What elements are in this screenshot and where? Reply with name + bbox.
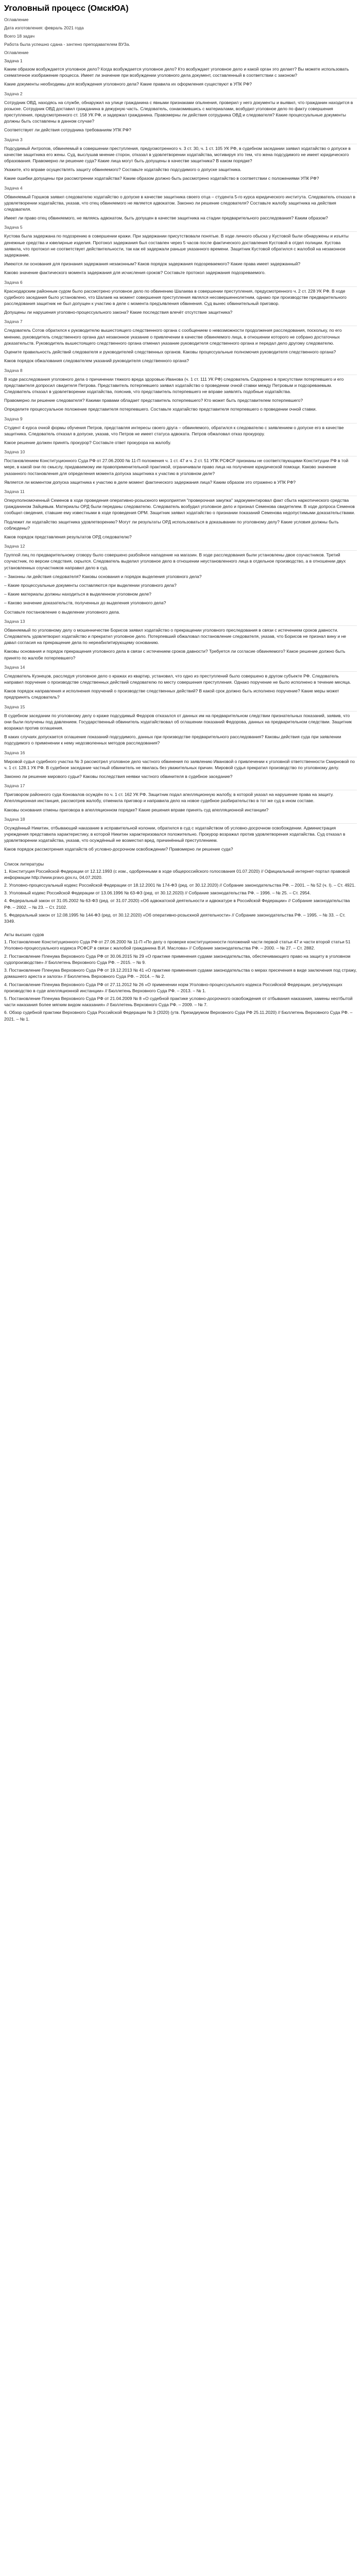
task-title: Задача 10	[4, 449, 357, 456]
task-block	[4, 416, 357, 446]
task-paragraph: Обвиняемый по уголовному делу о мошенничестве Борисов заявил ходатайство о прекращении уголовного преследования в связи с истечением сроков давности. Следователь удовлетворил ходатайство и прекратил уголовное дело. Потерпевший обжаловал постановление следователя, указав, что Борисов не признал вину и не давал согласия на прекращение дела по нереабилитирующему основанию.	[4, 627, 347, 646]
task-paragraph: Каким образом возбуждается уголовное дело? Когда возбуждается уголовное дело? Кто возбуждает уголовное дело и какой орган это делает? Вы можете использовать схематичное изображение процесса. Имеет ли значение при возбуждении уголовного дела документ, составленный в соответствии с законом?	[4, 66, 349, 78]
document-meta	[4, 16, 357, 64]
task-paragraph: Соответствует ли действия сотрудника требованиям УПК РФ?	[4, 127, 131, 133]
task-paragraph: Оцените правильность действий следователя и руководителей следственных органов. Каковы процессуальные полномочия руководителя следственного органа?	[4, 349, 336, 355]
acts-item: 1. Постановление Конституционного Суда РФ от 27.06.2000 № 11-П «По делу о проверке конституционности положений части первой статьи 47 и части второй статьи 51 Уголовно-процессуального кодекса РСФСР в связи с жалобой гражданина В.И. Маслова» // Собрание законодательства РФ. – 2000. – № 27. – Ст. 2882.	[4, 939, 351, 951]
task-block	[4, 618, 357, 661]
task-block	[4, 279, 357, 316]
literature-item: 4. Федеральный закон от 31.05.2002 № 63-ФЗ (ред. от 31.07.2020) «Об адвокатской деятельности и адвокатуре в Российской Федерации» // Собрание законодательства РФ. – 2002. – № 23. – Ст. 2102.	[4, 898, 350, 910]
acts-item: 3. Постановление Пленума Верховного Суда РФ от 19.12.2013 № 41 «О практике применения судами законодательства о мерах пресечения в виде заключения под стражу, домашнего ареста и залога» // Бюллетень Верховного Суда РФ. – 2014. – № 2.	[4, 968, 357, 979]
meta-line: Задача 1	[4, 58, 23, 63]
task-block	[4, 543, 357, 615]
acts-item: 6. Обзор судебной практики Верховного Суда Российской Федерации № 3 (2020) (утв. Президиумом Верховного Суда РФ 25.11.2020) // Бюллетень Верховного Суда РФ. – 2021. – № 1.	[4, 1010, 353, 1022]
acts-title: Акты высших судов	[4, 932, 44, 938]
task-paragraph: Является ли моментом допуска защитника к участию в деле момент фактического задержания лица? Каким образом это отражено в УПК РФ?	[4, 479, 296, 485]
task-paragraph: – Законны ли действия следователя? Каковы основания и порядок выделения уголовного дела?	[4, 573, 202, 579]
meta-line: Оглавление	[4, 17, 29, 22]
task-block	[4, 449, 357, 485]
task-paragraph: В ходе расследования уголовного дела о причинении тяжкого вреда здоровью Иванова (ч. 1 ст. 111 УК РФ) следователь Сидоренко в присутствии потерпевшего и его представителя допросил свидетеля Петрова. Представитель потерпевшего заявил ходатайство о проведении очной ставки между Петровым и подозреваемым. Следователь отказал в удовлетворении ходатайства, пояснив, что представитель потерпевшего не вправе заявлять подобные ходатайства.	[4, 376, 344, 394]
task-paragraph: Кустова была задержана по подозрению в совершении кражи. При задержании присутствовали понятые. В ходе личного обыска у Кустовой были обнаружены и изъяты денежные средства и ювелирные изделия. Протокол задержания был составлен через 5 часов после фактического доставления Кустовой в отдел полиции. Кустова заявила, что протокол не соответствует действительности, так как её задержали раньше указанного времени. Защитник Кустовой обратился с жалобой на незаконное задержание.	[4, 233, 349, 258]
task-paragraph: Имеет ли право отец обвиняемого, не являясь адвокатом, быть допущен в качестве защитника на стадии предварительного расследования? Каким образом?	[4, 215, 328, 221]
literature-item: 5. Федеральный закон от 12.08.1995 № 144-ФЗ (ред. от 30.12.2020) «Об оперативно-розыскной деятельности» // Собрание законодательства РФ. – 1995. – № 33. – Ст. 3349.	[4, 912, 346, 924]
task-title: Задача 4	[4, 185, 357, 193]
task-block	[4, 224, 357, 276]
task-paragraph: Определите процессуальное положение представителя потерпевшего. Составьте ходатайство представителя потерпевшего о проведении очной ставки.	[4, 406, 317, 412]
task-paragraph: Правомерно ли решение следователя? Какими правами обладает представитель потерпевшего? Кто может быть представителем потерпевшего?	[4, 398, 303, 403]
task-title: Задача 2	[4, 91, 357, 98]
task-paragraph: Осуждённый Никитин, отбывающий наказание в исправительной колонии, обратился в суд с ходатайством об условно-досрочном освобождении. Администрация учреждения представила характеристику, в которой Никитин характеризовался положительно. Прокурор возражал против удовлетворения ходатайства. Суд отказал в удовлетворении ходатайства, указав, что осуждённый не возместил вред, причинённый преступлением.	[4, 825, 346, 843]
page-title: Уголовный процесс (ОмскЮА)	[4, 4, 129, 13]
meta-line: Дата изготовления: февраль 2021 года	[4, 25, 84, 30]
task-block	[4, 66, 357, 88]
task-paragraph: Краснодарским районным судом было рассмотрено уголовное дело по обвинению Шалаева в совершении преступления, предусмотренного ч. 2 ст. 228 УК РФ. В ходе судебного заседания было установлено, что Шалаев на момент совершения преступления являлся несовершеннолетним, однако при производстве предварительного расследования защитник не был допущен к участию в деле с момента предъявления обвинения. Суд вынес обвинительный приговор.	[4, 288, 347, 307]
task-paragraph: Каков порядок обжалования следователем указаний руководителя следственного органа?	[4, 358, 189, 364]
task-paragraph: Допущены ли нарушения уголовно-процессуального закона? Какие последствия влечёт отсутствие защитника?	[4, 310, 233, 315]
literature-list	[4, 868, 357, 925]
acts-item: 2. Постановление Пленума Верховного Суда РФ от 30.06.2015 № 29 «О практике применения судами законодательства, обеспечивающего право на защиту в уголовном судопроизводстве» // Бюллетень Верховного Суда РФ. – 2015. – № 9.	[4, 953, 351, 965]
task-title: Задача 14	[4, 664, 357, 672]
task-block	[4, 137, 357, 182]
task-title: Задача 16	[4, 750, 357, 757]
task-paragraph: Каков порядок представления результатов ОРД следователю?	[4, 534, 132, 539]
task-paragraph: Обвиняемый Горшков заявил следователю ходатайство о допуске в качестве защитника своего отца – студента 5-го курса юридического института. Следователь отказал в удовлетворении ходатайства, указав, что отец обвиняемого не является адвокатом. Законно ли решение следователя? Составьте жалобу защитника на действия следователя.	[4, 194, 356, 212]
task-paragraph: Группой лиц по предварительному сговору было совершено разбойное нападение на магазин. В ходе расследования были установлены двое соучастников. Третий соучастник, по версии следствия, скрылся. Следователь выделил уголовное дело в отношении неустановленного лица в отдельное производство, а в отношении двух установленных соучастников направил дело в суд.	[4, 552, 346, 570]
task-block	[4, 488, 357, 540]
task-paragraph: Каковы основания и порядок прекращения уголовного дела в связи с истечением сроков давности? Требуется ли согласие обвиняемого? Какое решение должно быть принято по жалобе потерпевшего?	[4, 649, 346, 660]
task-block	[4, 704, 357, 747]
task-title: Задача 7	[4, 318, 357, 326]
task-title: Задача 3	[4, 137, 357, 144]
task-paragraph: Следователь Сотов обратился к руководителю вышестоящего следственного органа с сообщением о невозможности продолжения расследования, поскольку, по его мнению, руководитель следственного органа дал незаконное указание о привлечении в качестве обвиняемого лица, в отношении которого не собрано достаточных доказательств. Руководитель вышестоящего следственного органа отменил указание руководителя следственного органа и передал дело другому следователю.	[4, 328, 342, 346]
task-block	[4, 318, 357, 364]
task-paragraph: Мировой судья судебного участка № 3 рассмотрел уголовное дело частного обвинения по заявлению Ивановой о привлечении к уголовной ответственности Смирновой по ч. 1 ст. 128.1 УК РФ. В судебное заседание частный обвинитель не явилась без уважительных причин. Мировой судья прекратил производство по уголовному делу.	[4, 758, 355, 770]
task-paragraph: Какие ошибки допущены при рассмотрении ходатайства? Каким образом должно быть рассмотрено ходатайство в соответствии с положениями УПК РФ?	[4, 176, 319, 181]
task-title: Задача 18	[4, 816, 357, 824]
task-block	[4, 750, 357, 780]
task-block	[4, 91, 357, 133]
acts-list	[4, 939, 357, 1022]
literature-title: Список литературы	[4, 861, 44, 867]
task-paragraph: Студент 4 курса очной формы обучения Петров, представляя интересы своего друга – обвиняемого, обратился к следователю с заявлением о допуске его в качестве защитника. Следователь отказал в допуске, указав, что Петров не имеет статуса адвоката. Петров обжаловал отказ прокурору.	[4, 425, 344, 436]
task-paragraph: Каковы основания отмены приговора в апелляционном порядке? Какие решения вправе принять суд апелляционной инстанции?	[4, 807, 269, 812]
document-page	[0, 0, 361, 1034]
task-block	[4, 367, 357, 413]
task-paragraph: В каких случаях допускается оглашение показаний подсудимого, данных при производстве предварительного расследования? Каковы действия суда при заявлении подсудимого о применении к нему недозволенных методов расследования?	[4, 734, 341, 746]
task-title: Задача 13	[4, 618, 357, 626]
task-title: Задача 8	[4, 367, 357, 375]
task-title: Задача 6	[4, 279, 357, 287]
acts-item: 5. Постановление Пленума Верховного Суда РФ от 21.04.2009 № 8 «О судебной практике условно-досрочного освобождения от отбывания наказания, замены неотбытой части наказания более мягким видом наказания» // Бюллетень Верховного Суда РФ. – 2009. – № 7.	[4, 995, 353, 1008]
task-block	[4, 783, 357, 813]
task-title: Задача 15	[4, 704, 357, 711]
task-paragraph: Имеются ли основания для признания задержания незаконным? Каков порядок задержания подозреваемого? Какие права имеет задержанный?	[4, 261, 301, 267]
task-title: Задача 9	[4, 416, 357, 423]
task-paragraph: Законно ли решение мирового судьи? Каковы последствия неявки частного обвинителя в судебное заседание?	[4, 774, 233, 779]
task-title: Задача 12	[4, 543, 357, 551]
task-paragraph: Приговором районного суда Коновалов осуждён по ч. 1 ст. 162 УК РФ. Защитник подал апелляционную жалобу, в которой указал на нарушение права на защиту. Апелляционная инстанция, рассмотрев жалобу, отменила приговор и направила дело на новое судебное разбирательство в тот же суд в ином составе.	[4, 792, 334, 804]
task-title: Задача 5	[4, 224, 357, 232]
task-paragraph: – Какие процессуальные документы составляются при выделении уголовного дела?	[4, 582, 177, 588]
meta-line: Оглавление	[4, 50, 29, 55]
task-paragraph: Какие документы необходимы для возбуждения уголовного дела? Какие правила их оформления существуют в УПК РФ?	[4, 81, 252, 87]
task-paragraph: Составьте постановление о выделении уголовного дела.	[4, 609, 121, 615]
task-paragraph: – Какие материалы должны находиться в выделенном уголовном деле?	[4, 591, 151, 597]
task-paragraph: Постановлением Конституционного Суда РФ от 27.06.2000 № 11-П положения ч. 1 ст. 47 и ч. 2 ст. 51 УПК РСФСР признаны не соответствующими Конституции РФ в той мере, в какой они по смыслу, придаваемому им правоприменительной практикой, ограничивали право лица на получение юридической помощи. Каково значение указанного постановления для определения момента допуска защитника к участию в уголовном деле?	[4, 458, 349, 476]
task-block	[4, 185, 357, 222]
literature-item: 1. Конституция Российской Федерации от 12.12.1993 (с изм., одобренными в ходе общероссийского голосования 01.07.2020) // Официальный интернет-портал правовой информации http://www.pravo.gov.ru, 04.07.2020.	[4, 868, 350, 880]
task-paragraph: Каково значение фактического момента задержания для исчисления сроков? Составьте протокол задержания подозреваемого.	[4, 270, 266, 276]
task-paragraph: Сотрудник ОВД, находясь на службе, обнаружил на улице гражданина с явными признаками опьянения, проверил у него документы и выявил, что гражданин находится в розыске. Сотрудник ОВД доставил гражданина в дежурную часть. Следователь, ознакомившись с материалами, возбудил уголовное дело по факту совершения преступления, предусмотренного ст. 158 УК РФ, и задержал гражданина. Правомерны ли действия сотрудника ОВД и следователя? Какие процессуальные документы должны быть составлены в данном случае?	[4, 99, 353, 124]
task-block	[4, 664, 357, 701]
task-paragraph: Какое решение должен принять прокурор? Составьте ответ прокурора на жалобу.	[4, 439, 171, 445]
task-paragraph: Следователь Кузнецов, расследуя уголовное дело о кражах из квартир, установил, что одно из преступлений было совершено в другом субъекте РФ. Следователь направил поручение о производстве следственных действий следователю по месту совершения преступления. Однако поручение не было исполнено в течение месяца.	[4, 673, 351, 685]
task-paragraph: Подсудимый Антропов, обвиняемый в совершении преступления, предусмотренного ч. 3 ст. 30, ч. 1 ст. 105 УК РФ, в судебном заседании заявил ходатайство о допуске в качестве защитника его жены. Суд, выслушав мнение сторон, отказал в удовлетворении ходатайства, мотивируя это тем, что жена подсудимого не имеет юридического образования. Правомерно ли решение суда? Какие лица могут быть допущены в качестве защитника? В каком порядке?	[4, 145, 351, 164]
task-title: Задача 11	[4, 488, 357, 496]
task-paragraph: Каков порядок рассмотрения ходатайств об условно-досрочном освобождении? Правомерно ли решение суда?	[4, 846, 233, 852]
task-paragraph: В судебном заседании по уголовному делу о краже подсудимый Федоров отказался от данных им на предварительном следствии признательных показаний, заявив, что они были получены под давлением. Государственный обвинитель ходатайствовал об оглашении показаний Федорова, данных на предварительном следствии. Защитник возражал против оглашения.	[4, 713, 352, 731]
meta-line: Работа была успешно сдана - зачтено преподавателем ВУЗа.	[4, 42, 130, 47]
task-paragraph: Подлежит ли ходатайство защитника удовлетворению? Могут ли результаты ОРД использоваться в доказывании по уголовному делу? Какие условия должны быть соблюдены?	[4, 519, 339, 531]
task-paragraph: Каков порядок направления и исполнения поручений о производстве следственных действий? В какой срок должно быть исполнено поручение? Какие меры может предпринять следователь?	[4, 688, 339, 700]
meta-line: Всего 18 задач	[4, 33, 35, 39]
task-list	[4, 66, 357, 853]
task-block	[4, 816, 357, 853]
acts-item: 4. Постановление Пленума Верховного Суда РФ от 27.11.2012 № 26 «О применении норм Уголовно-процессуального кодекса Российской Федерации, регулирующих производство в суде апелляционной инстанции» // Бюллетень Верховного Суда РФ. – 2013. – № 1.	[4, 981, 342, 993]
task-title: Задача 17	[4, 783, 357, 790]
literature-item: 2. Уголовно-процессуальный кодекс Российской Федерации от 18.12.2001 № 174-ФЗ (ред. от 30.12.2020) // Собрание законодательства РФ. – 2001. – № 52 (ч. I). – Ст. 4921.	[4, 883, 356, 888]
literature-item: 3. Уголовный кодекс Российской Федерации от 13.06.1996 № 63-ФЗ (ред. от 30.12.2020) // Собрание законодательства РФ. – 1996. – № 25. – Ст. 2954.	[4, 890, 311, 896]
task-paragraph: – Каково значение доказательств, полученных до выделения уголовного дела?	[4, 600, 166, 606]
task-paragraph: Укажите, кто вправе осуществлять защиту обвиняемого? Составьте ходатайство подсудимого о допуске защитника.	[4, 167, 242, 173]
task-paragraph: Оперуполномоченный Семенов в ходе проведения оперативно-розыскного мероприятия "проверочная закупка" задокументировал факт сбыта наркотического средства гражданином Зайцевым. Материалы ОРД были переданы следователю. Следователь возбудил уголовное дело и признал Семенова свидетелем. В ходе допроса Семенов сообщил сведения, ставшие ему известными в ходе проведения ОРМ. Защитник заявил ходатайство о признании показаний Семенова недопустимыми доказательствами.	[4, 497, 355, 516]
